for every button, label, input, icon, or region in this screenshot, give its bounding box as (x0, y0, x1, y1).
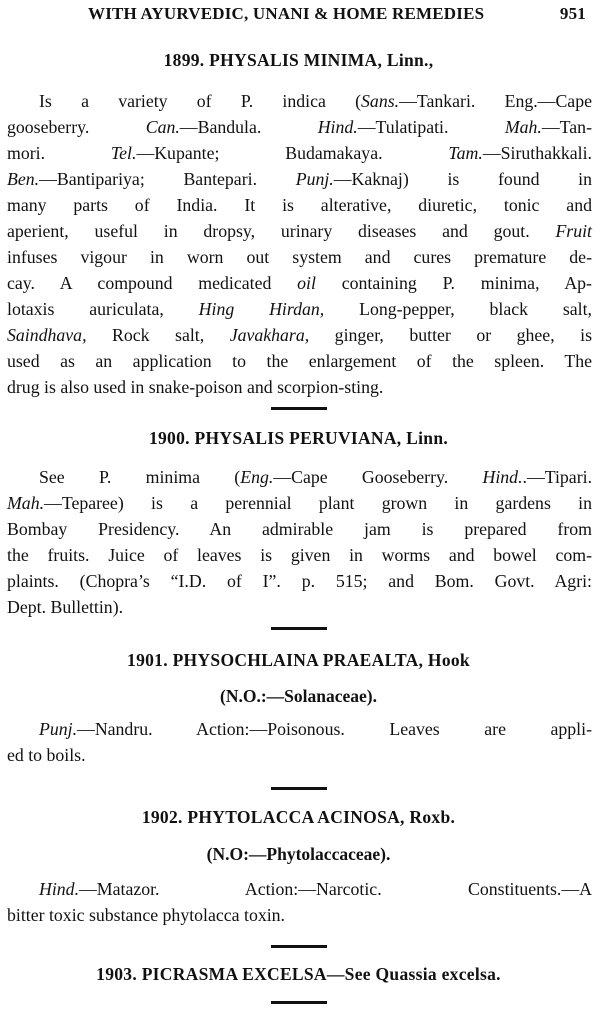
text-line: Is a variety of P. indica (Sans.—Tankari. Eng.—Cape (39, 91, 592, 111)
text-line: aperient, useful in dropsy, urinary diseases and gout. Fruit (7, 221, 592, 241)
entry-title: 1901. PHYSOCHLAINA PRAEALTA, Hook (127, 650, 470, 670)
entry-1903 (5, 964, 592, 985)
divider-rule (271, 787, 327, 790)
entry-paragraph (7, 88, 592, 400)
text-line: Bombay Presidency. An admirable jam is prepared from (7, 519, 592, 539)
text-line: Saindhava, Rock salt, Javakhara, ginger, butter or ghee, is (7, 325, 592, 345)
text-line: infuses vigour in worn out system and cures premature de- (7, 247, 592, 267)
entry-1899-body (7, 88, 592, 400)
text-line: Mah.—Teparee) is a perennial plant grown in gardens in (7, 493, 592, 513)
section-divider (5, 787, 592, 790)
text-line: mori. Tel.—Kupante; Budamakaya. Tam.—Siruthakkali. (7, 143, 592, 163)
divider-rule (271, 627, 327, 630)
divider-rule (271, 407, 327, 410)
entry-title: 1899. PHYSALIS MINIMA, Linn., (163, 50, 434, 70)
running-head-title: WITH AYURVEDIC, UNANI & HOME REMEDIES (88, 4, 485, 23)
page-number: 951 (559, 4, 586, 23)
section-divider (5, 627, 592, 630)
text-line: cay. A compound medicated oil containing P. minima, Ap- (7, 273, 592, 293)
entry-1902-body (7, 876, 592, 928)
text-line: gooseberry. Can.—Bandula. Hind.—Tulatipati. Mah.—Tan- (7, 117, 592, 137)
entry-title: 1902. PHYTOLACCA ACINOSA, Roxb. (141, 807, 456, 827)
section-divider (5, 945, 592, 948)
entry-title: 1903. PICRASMA EXCELSA—See Quassia excelsa. (96, 964, 501, 984)
natural-order: (N.O.:—Solanaceae). (220, 686, 377, 706)
text-line: lotaxis auriculata, Hing Hirdan, Long-pepper, black salt, (7, 299, 592, 319)
text-line: ed to boils. (7, 745, 86, 765)
entry-paragraph (7, 716, 592, 768)
entry-1902-order (5, 844, 592, 865)
text-line: See P. minima (Eng.—Cape Gooseberry. Hind..—Tipari. (39, 467, 593, 487)
text-line: drug is also used in snake-poison and scorpion-sting. (7, 377, 384, 397)
text-line: bitter toxic substance phytolacca toxin. (7, 905, 285, 925)
text-line: Hind.—Matazor. Action:—Narcotic. Constituents.—A (39, 879, 592, 899)
entry-title: 1900. PHYSALIS PERUVIANA, Linn. (148, 428, 449, 448)
text-line: Ben.—Bantipariya; Bantepari. Punj.—Kaknaj) is found in (7, 169, 592, 189)
entry-1901 (5, 650, 592, 671)
text-line: Punj.—Nandru. Action:—Poisonous. Leaves are appli- (39, 719, 592, 739)
entry-1899 (5, 50, 592, 71)
text-line: used as an application to the enlargement of the spleen. The (7, 351, 592, 371)
entry-1900 (5, 428, 592, 449)
text-line: many parts of India. It is alterative, diuretic, tonic and (7, 195, 592, 215)
entry-1901-order (5, 686, 592, 707)
section-divider (5, 1001, 592, 1004)
natural-order: (N.O:—Phytolaccaceae). (206, 844, 391, 864)
divider-rule (271, 945, 327, 948)
text-line: the fruits. Juice of leaves is given in worms and bowel com- (7, 545, 592, 565)
running-header (88, 4, 586, 24)
entry-1900-body (7, 464, 592, 620)
entry-1901-body (7, 716, 592, 768)
entry-paragraph (7, 876, 592, 928)
divider-rule (271, 1001, 327, 1004)
section-divider (5, 407, 592, 410)
entry-1902 (5, 807, 592, 828)
text-line: Dept. Bullettin). (7, 597, 124, 617)
text-line: plaints. (Chopra’s “I.D. of I”. p. 515; and Bom. Govt. Agri: (7, 571, 592, 591)
entry-paragraph (7, 464, 592, 620)
